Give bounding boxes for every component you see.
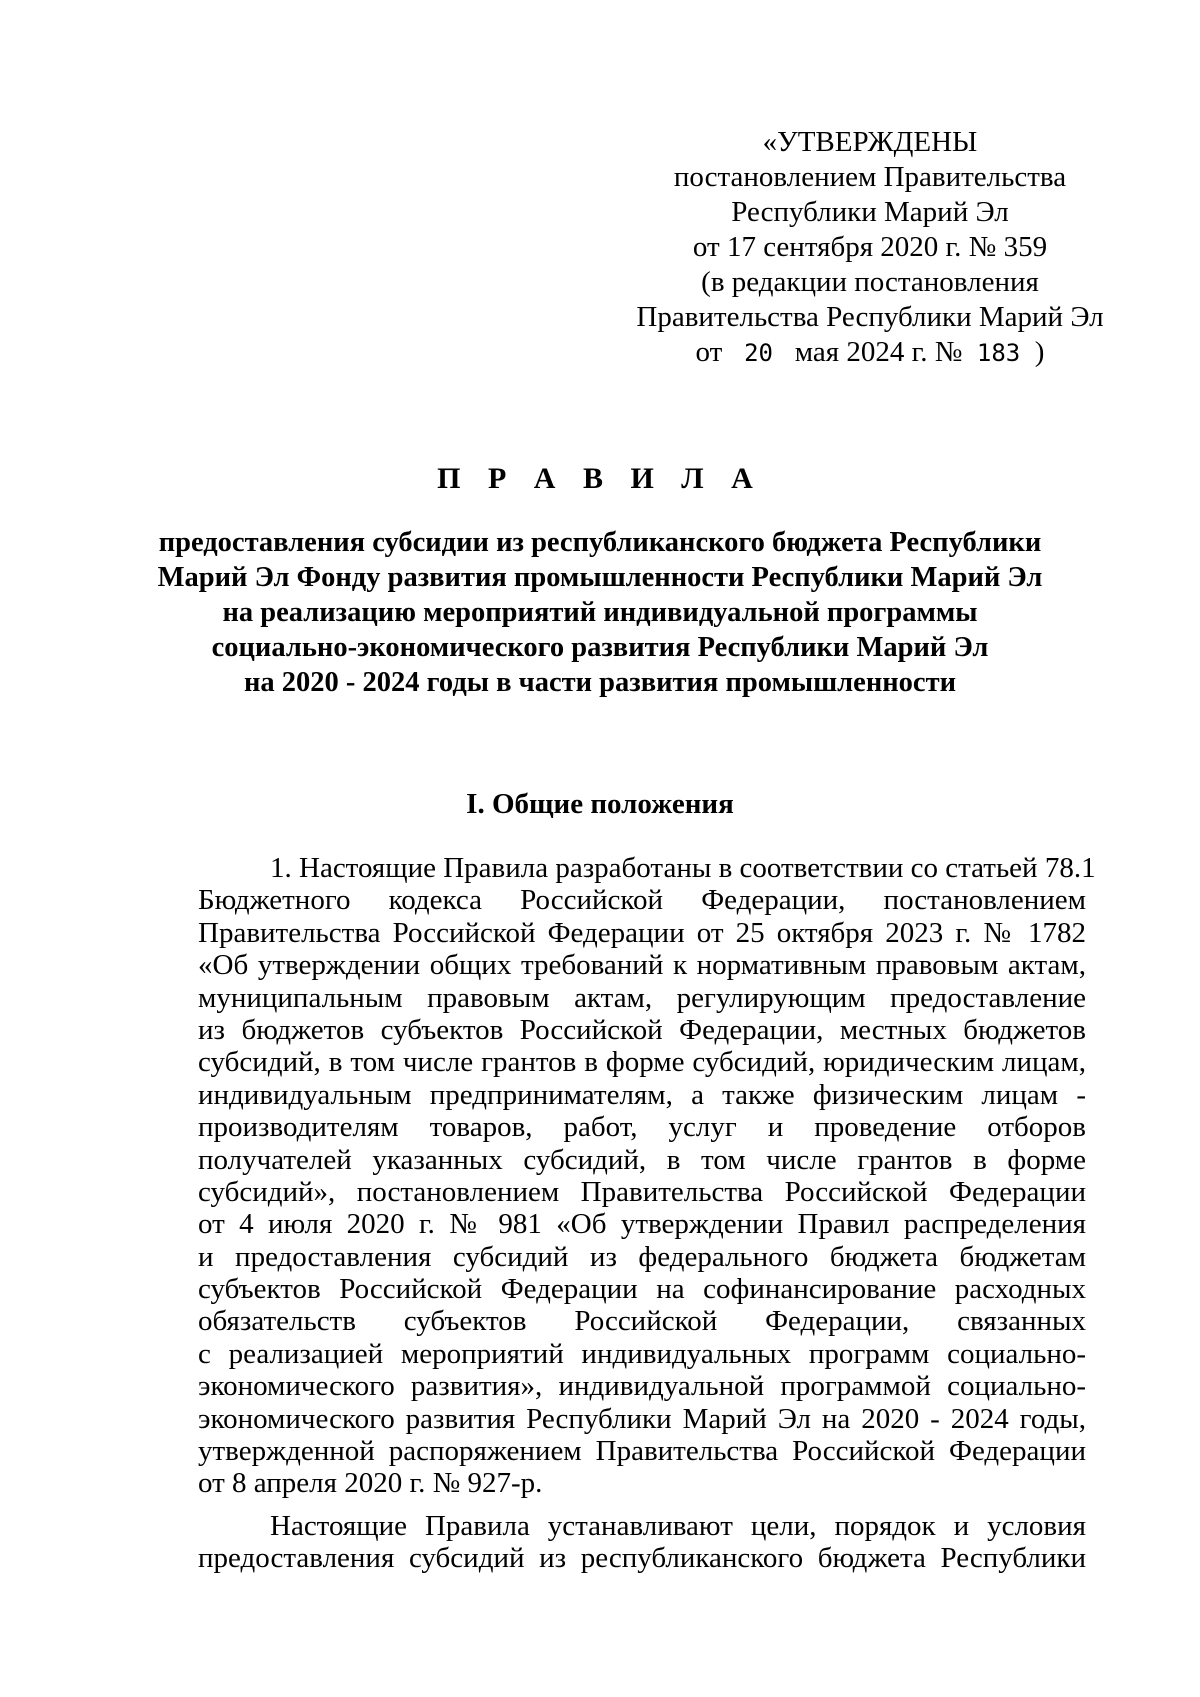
subtitle-line: Марий Эл Фонду развития промышленности Республики Марий Эл: [157, 562, 1043, 593]
paragraph-line: утвержденной распоряжением Правительства Российской Федерации: [198, 1435, 1086, 1468]
approval-line: (в редакции постановления: [701, 266, 1039, 298]
paragraph-line: субсидий», постановлением Правительства Российской Федерации: [198, 1175, 1086, 1208]
approval-line: постановлением Правительства: [673, 161, 1067, 193]
approval-number: 183: [976, 339, 1021, 367]
approval-middle: мая 2024 г. №: [794, 336, 963, 368]
paragraph-line: Настоящие Правила устанавливают цели, порядок и условия: [270, 1509, 1086, 1542]
paragraph-line: от 4 июля 2020 г. № 981 «Об утверждении Правил распределения: [198, 1208, 1086, 1241]
approval-suffix: ): [1034, 336, 1045, 368]
paragraph-line: Правительства Российской Федерации от 25 октября 2023 г. № 1782: [198, 916, 1086, 949]
paragraph-line: экономического развития Республики Марий Эл на 2020 - 2024 годы,: [198, 1402, 1086, 1435]
paragraph-line: из бюджетов субъектов Российской Федерации, местных бюджетов: [198, 1013, 1086, 1046]
document-title: П Р А В И Л А: [437, 462, 763, 495]
paragraph-line: обязательств субъектов Российской Федерации, связанных: [198, 1305, 1086, 1338]
subtitle-line: социально-экономического развития Республики Марий Эл: [211, 632, 989, 663]
paragraph-line: «Об утверждении общих требований к нормативным правовым актам,: [198, 949, 1086, 982]
paragraph-line: субъектов Российской Федерации на софинансирование расходных: [198, 1273, 1086, 1306]
approval-line: от 17 сентября 2020 г. № 359: [692, 231, 1048, 263]
approval-prefix: от: [695, 336, 723, 368]
paragraph-line: производителям товаров, работ, услуг и проведение отборов: [198, 1111, 1086, 1144]
paragraph-line: с реализацией мероприятий индивидуальных программ социально-: [198, 1337, 1086, 1370]
paragraph-line: Бюджетного кодекса Российской Федерации, постановлением: [198, 884, 1086, 917]
paragraph-line: экономического развития», индивидуальной программой социально-: [198, 1370, 1086, 1403]
approval-line: Правительства Республики Марий Эл: [636, 301, 1104, 333]
paragraph-line: муниципальным правовым актам, регулирующим предоставление: [198, 981, 1086, 1014]
approval-line: Республики Марий Эл: [731, 196, 1009, 228]
paragraph-line: и предоставления субсидий из федерального бюджета бюджетам: [198, 1240, 1086, 1273]
approval-day: 20: [744, 339, 773, 367]
paragraph-line: от 8 апреля 2020 г. № 927-р.: [198, 1467, 543, 1500]
approval-stamp: [560, 125, 1180, 371]
section-heading: I. Общие положения: [466, 788, 734, 820]
paragraph-line: 1. Настоящие Правила разработаны в соответствии со статьей 78.1: [270, 852, 1096, 884]
paragraph-line: получателей указанных субсидий, в том числе грантов в форме: [198, 1143, 1086, 1176]
paragraph-line: субсидий, в том числе грантов в форме субсидий, юридическим лицам,: [198, 1046, 1086, 1079]
approval-last-line: [560, 335, 1180, 371]
subtitle-line: предоставления субсидии из республиканского бюджета Республики: [158, 527, 1042, 558]
paragraph-line: индивидуальным предпринимателям, а также физическим лицам -: [198, 1078, 1086, 1111]
subtitle-line: на 2020 - 2024 годы в части развития промышленности: [244, 667, 956, 698]
paragraph-line: предоставления субсидий из республиканского бюджета Республики: [198, 1542, 1086, 1575]
body-text: [198, 852, 1096, 1575]
approval-line: «УТВЕРЖДЕНЫ: [762, 126, 978, 158]
document-subtitle: [150, 525, 1050, 700]
subtitle-line: на реализацию мероприятий индивидуальной программы: [222, 597, 978, 628]
